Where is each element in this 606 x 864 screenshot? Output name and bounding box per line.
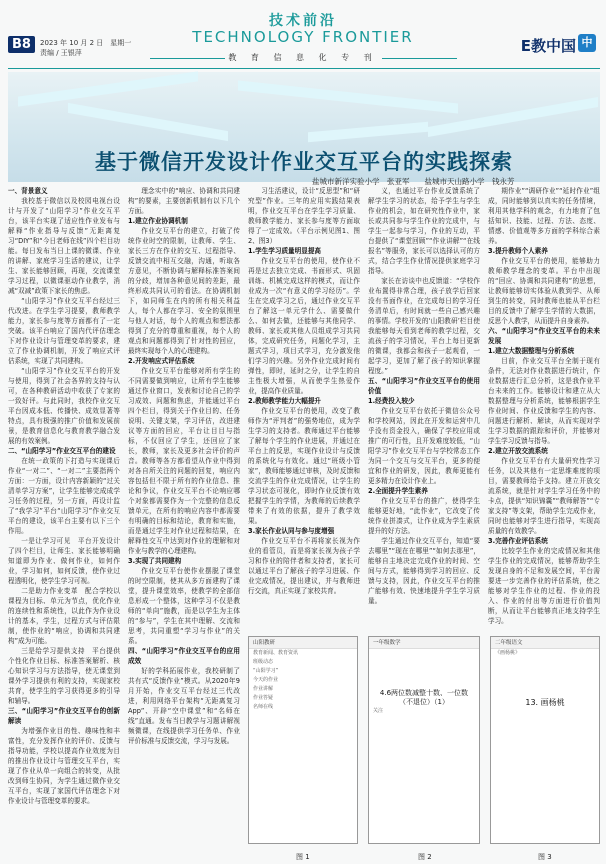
paragraph: 习生活建议，设计“反思型”和“研究型”作业。三年的应用实践结果表明，作业交互平台在学生学习质量、教师教学能力、家长参与度等方面取得了一定成效。（平台示例见图1、图2、图3） [248,187,360,245]
paragraph: 作业交互平台使作业摆脱了课堂的时空限制，使其从多方面建构了课堂，提升课堂效率，使教学的全部信息形成一个整体，这种学习不仅是教师的“单向”施教，而是以学生为主体的“参与”，学生在其中理解、交流和思考，共同重塑“学习与作业”的关系。 [128,567,240,645]
paragraph: 比较学生作业的完成情况和其他学生作业的完成情况，能够帮助学生发现自身的不足和发展空间，平台需要进一步完善作业的评估系统，使之能够对学生作业的过程、作业的投入、作业的付出等方面进行价值判断，从而让平台能够真正地支持学生学习。 [488,547,600,625]
paragraph: “山阳学习”作业交互平台的开发与使用，得到了社会各界的支持与认可，在各种教研活动中收获了专家的一致好评。与此同时，我校作业交互平台因成本低、传播快、成效显著等特点，具有极强的推广价值和发展前景，是教育信息化与教育教学融合发展的有效案例。 [8,367,120,445]
paragraph: 作业交互平台的使用，能够助力教师教学理念的变革。平台中出现的“回应、协调和共同建构”的思想，让教师能够切实体验从教到学、从师到生的转变，同时教师也能从平台栏目的反馈中了解学生学情的大数据，反思个人教学，从而提升自身素养。 [488,257,600,325]
editor-credit: 责编 / 王银萍 [40,49,82,57]
issue-date: 2023 年 10 月 2 日 星期一 [40,39,132,47]
section-heading: 六、“山阳学习”作业交互平台的未来发展 [488,327,600,345]
section-title-en: TECHNOLOGY FRONTIER [192,28,414,46]
section-heading: 3.实现了共同建构 [128,557,182,565]
section-heading: 2.开发响应式评估系统 [128,357,195,365]
paragraph: 作业交互平台有大量研究性学习任务，以及其他有一定思维难度的项目，需要教师给予支持。建立开放交流系统，就是针对学生学习任务中的卡点，提供“知识锦囊”“教师解答”“专家支持”等支架，帮助学生完成作业，同时也能够对学生进行指导，实现高质量的有效教学。 [488,457,600,535]
paragraph: 家长在访谈中也反馈道：“学校作业布置得非常合理，孩子放学后回家没有书面作业，在完成每日的学习任务清单后，有时间就一些自己感兴趣的事情。学校开发的‘山阳教研’栏目使我能够每天看到老师的教学过程，交流孩子的学习情况，平台上每日更新的微课，我都会和孩子一起观看，一起学习，更加了解了孩子的知识掌握程度。” [368,277,480,375]
section-heading: 3.家长作业认同与参与度增强 [248,527,335,535]
decor-stripe [68,103,228,141]
article-title: 基于微信开发设计作业交互平台的实践探索 [95,150,513,174]
figure-1-screenshot [248,636,358,844]
paragraph: 作业交互平台的建立，打破了传统作业时空的限制，让教师、学生、家长三方在作业的交互、过程指导、反馈交流中相互交融，沟通，听取各方意见，不断协调与解释标准答案间的分歧，增加各种意见间的差距，最终形成共同认可的看法。在协调机制下，如同师生在内的所有相关利益人，每个人都在学习、安全的氛围里与他人对话，每个人的观点和想法都得到了充分的尊重和重视，每个人的观点和问题都得到了针对性的回应，最终实现每个人的心理建构。 [128,227,240,355]
section-heading: 3.提升教师个人素养 [488,247,548,255]
section-heading: 四、“山阳学习”作业交互平台的应用成效 [128,647,240,665]
app-row: （不退位）（1） [399,698,449,706]
app-row: 教育新闻、教育资讯 [253,650,299,656]
paragraph: 在统一政策的下打造与实现课后作业“一对二”、“一对二”主要指两个方面：一方面，设计内容新颖的“过关清单学习方案”，让学生能够完成成学习任务的过程，另一方面，再设计监了“我学习”平台“山阳学习”作业交互平台的建设，该平台主要有以下三个作用。 [8,457,120,535]
paragraph: 期作业”“调研作业”“延时作业”组成，同时能够到以真实的任务情境，利用其他学科的观念，有力地育了包括知识、技能、过程、方法、态度、情感、价值观等多方面的学科综合素养。 [488,187,600,245]
paragraph: 一是让学习可见 平台开发设计了四个栏目，让师生、家长能够明确知道即为作业、做何作业，如何作业，学习如何，如何反馈，使作业过程透明化，使学生学习可视。 [8,537,120,585]
paragraph: 目前，作业交互平台全制于现有条件，无法对作业数据进行统计，作业数据进行汇总分析，这是我作业平台未来的工作。能够设计和建立从大数据整理与分析系统，能够根据学生作业时间、作业反馈和学生的内容、问题进行解析、解读，从而实现对学生学习数据的跟踪和评价，并能够对学生学习反馈与指导。 [488,357,600,445]
app-row: 今天的作业 [253,677,279,683]
section-heading: 2.建立开放交流系统 [488,447,548,455]
paragraph: 三是给学习提供支持 平台提供个性化作业目标、标准答案解析、核心知识学习与方法指导，使无课堂到课外学习提供有利的支持，实现家校共育，使学生的学习获得更多的引导和辅导。 [8,647,120,705]
section-heading: 1.学生学习质量明显提高 [248,247,322,255]
section-heading: 1.经费投入较少 [368,397,415,405]
decor-stripe [238,80,458,113]
figure-2-screenshot [368,636,480,844]
app-row: 名师在线 [253,704,274,710]
section-heading: 3.完善作业评估系统 [488,537,548,545]
paragraph: 作业交互平台依托于微信公众号和学校网站，因此在开发和运营中几乎没有资金投入，确保了学校应用或推广的可行性，且开发难度较低，“山阳学习”作业交互平台与学校常态工作为同一个交互与交互平台，更多的便宜和作业的研发，因此，教师更能有更多精力在设计作业上。 [368,407,480,485]
app-row: 4.6两位数减整十数、一位数 [379,689,469,697]
section-title-cn: 技术前沿 [269,13,337,29]
section-heading: 一、背景意义 [8,187,48,195]
column-2 [128,186,240,745]
paragraph: 作业交互平台的推广，使得学生能够更好地，“此作业”，它改变了传统作业拼凑式，让作业成为学生素质提升的好方法。 [368,497,480,535]
paragraph: 理念实中的“响应、协调和共同建构”的要素，主要创新机制有以下几个方面。 [128,187,240,215]
section-heading: 五、“山阳学习”作业交互平台的使用价值 [368,377,480,395]
app-header: 二年级语文 [491,637,599,649]
column-3 [248,186,360,636]
section-heading: 1.建立作业协调机制 [128,217,188,225]
section-heading: 1.建立大数据整理与分析系统 [488,347,575,355]
column-4 [368,186,480,636]
article-authors: 盐城市新洋实验小学 张亚军 盐城市天山路小学 钱永芳 [312,177,515,186]
paragraph: 为增强作业目的性、趣味性和丰富性，充分发挥作业的评价、反馈与指导功能，学校以提高作业效度为目的推出作业设计与管理交互平台，实现了作业从单一向组合的转变，从批改到师生协同，为学生通过微作业交互平台，实现了家国代评估理念下对作业设计与管理变革的要求。 [8,727,120,805]
paragraph: 好的学科拓展作业，我校研制了共有式“反馈作业”模式。从2020年9月开始，作业交互平台经过三代改进，利用网络平台架构“无距离复习App”、开辟“空中课堂”和“名师在线”直通。发布当日教学与习题讲解视频微课，在线提供学习任务单、作业评价标准与反馈交流，学习与发展。 [128,667,240,745]
app-row: “山阳学习” [253,668,279,674]
figure-3-caption: 图 3 [538,853,552,861]
section-heading: 2.教师教学能力大幅提升 [248,397,322,405]
paragraph: 我校基于微信以及校园电视台设计与开发了“山阳学习”作业交互平台，该平台实现了适应性作业发布与解释“作业指导与反馈”无距离复习“DIY”和“今日老师在线”四个栏目功能。每日发布当日上课的微课、作业的讲解、家庭学习生活的建议，让学生、家长能够回顾，再现，交流课堂学习过程，以微课驱动作业教学，消减“双减”政策下家长的焦虑。 [8,197,120,295]
app-row: 作业答疑 [253,695,274,701]
figure-2-caption: 图 2 [418,853,432,861]
page-number: B8 [8,36,35,53]
section-heading: 二、“山阳学习”作业交互平台的建设 [8,447,116,455]
section-heading: 三、“山阳学习”作业交互平台的创新解读 [8,707,120,725]
paragraph: 学生通过作业交互平台，知道“要去哪里”“现在在哪里”“如何去那里”，能够自主地决定完成作业的时间、空间与方式，能够得到学习的回应、反馈与支持，因此，作业交互平台的推广能够有效、快速地提升学生学习质量。 [368,537,480,605]
app-header: 山阳教研 [249,637,357,649]
paragraph: 作业交互平台能够对所有学生的不同需要做到响应，让所有学生能够通过作业窗口，发表和讨论自己的学习成效、问题和焦虑，并能通过平台四个栏目，得到关于作业目的、任务说明、关键支架，学习评估，改进建议等方面的回应，平台让目目与指标，不仅回应了学生，还回应了家长，教师，家长及更多社会评价的声音。教师等各方都看望从作业中得到对各自所关注的问题的回复，响应内容包括但不限于所有的作业信息、推论和争议，作业交互平台不论响应哪个对象都需要作为一个完整的信息反馈单元，在所有的响应内容中都需要有明确的目标和结论，教育和实施，而是通过学生对作业过程和结果，在解释性交互中达到对作业的理解和对作业与教学的心理建构。 [128,367,240,555]
section-subtitle: 教 育 信 息 化 专 刊 [228,53,378,62]
decor-stripe [18,71,198,106]
brand-icon: 中 [578,34,596,52]
column-5 [488,186,600,636]
app-row: 班级动态 [253,659,274,665]
paragraph: 二是助力作业变革 配合学校以课程为目标、单元为节点，优化作业的连续性和系统性，以此作为作业设计的基本，学生，过程方式与评估限制，使作业的“响应，协调和共同建构”成为可能。 [8,587,120,645]
paragraph: 作业交互平台的使用，改变了教师作为“评判者”的强势地位，成为学生学习的支持者。教师通过平台能够了解每个学生的作业进展，并通过在平台上的反思，实现作业设计与反馈的系统化与有效化。通过“班级小管家”，教师能够通过审核，及时反馈和交流学生的作业完成情况，让学生的学习状态可视化，即时作业反馈有效把握学生的学情，为教师的后续教学带来了有效的依据，提升了教学效果。 [248,407,360,525]
page-header [0,0,606,70]
paragraph: 义，也通过平台作业反馈系统了解学生学习的状态，给予学生与学生作业的机会，如在研究性作业中，家长或共同参与学生作业的完成中，与学生一起参与学习，作业的互动，平台提供了“课堂回顾”“作业讲解”“在线报名”等服务，家长可以选择认可的方式，结合学生作业情况提供家庭学习指导。 [368,187,480,275]
paragraph: 作业交互平台不再将家长视为作业的看管员，而是将家长视为孩子学习和作业的陪伴者和支持者，家长可以通过平台了解孩子的学习进展、作业完成情况，提出建议，并与教师进行交流，真正实现了家校共育。 [248,537,360,595]
paragraph: “山阳学习”作业交互平台经过三代改进。在学生学习提要，教师教学能力，家长参与度等方面都有了一定突破。该平台响应了国内代评估理念下对作业设计与管理变革的要求，建立了作业协调机制，开发了响应式评估系统，实现了共同建构。 [8,297,120,365]
app-row: 作业讲解 [253,686,274,692]
figure-1-caption: 图 1 [296,853,310,861]
section-heading: 2.全面提升学生素养 [368,487,428,495]
divider-right [382,58,457,59]
decor-stripe [308,122,428,142]
column-1 [8,186,120,820]
app-row: 13. 画杨桃 [525,698,565,707]
brand-logo: E教中国 [520,37,576,55]
app-row: 《画杨桃》 [495,650,521,656]
app-header: 一年级数学 [369,637,479,649]
paragraph: 作业交互平台的使用，使作业不再是过去独立完成、书面形式、巩固训练、机械完成这样的模式，而让作业成为一次“有意义的学习经历”。学生在完成学习之后，通过作业交互平台了解这一单元学什么、需要做什么、如何去做，还能够与其他同学、教师、家长或其他人员组成学习共同体，完成研究任务，问题化学习，主题式学习，项目式学习，充分激发他们学习的兴趣。另外作业完成时间有弹性，即时，延时之分，让学生的自主性极大增强，从而使学生热爱作业，提高作业质量。 [248,257,360,395]
header-rule [8,68,600,69]
figure-3-screenshot [490,636,600,844]
app-row: 关注 [373,708,384,714]
